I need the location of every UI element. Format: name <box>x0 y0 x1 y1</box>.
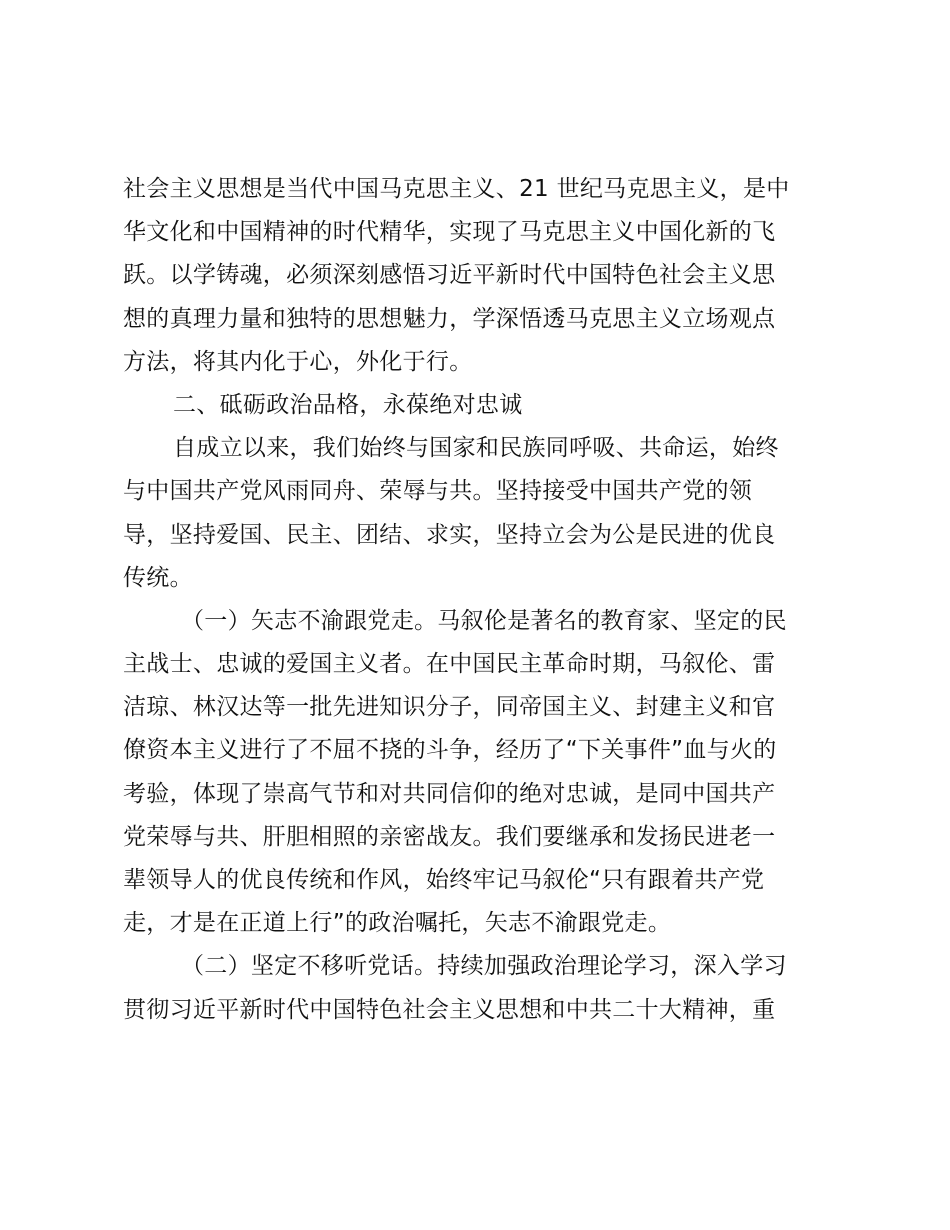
text-line: 贯彻习近平新时代中国特色社会主义思想和中共二十大精神，重 <box>123 996 776 1023</box>
text-line: 华文化和中国精神的时代精华，实现了马克思主义中国化新的飞 <box>123 219 776 246</box>
text-line: 导，坚持爱国、民主、团结、求实，坚持立会为公是民进的优良 <box>123 521 776 548</box>
subsection-first-line: （二）坚定不移听党话。持续加强政治理论学习，深入学习 <box>181 953 787 980</box>
text-line: 传统。 <box>123 564 193 591</box>
text-line: 想的真理力量和独特的思想魅力，学深悟透马克思主义立场观点 <box>123 305 776 332</box>
text-line: 主战士、忠诚的爱国主义者。在中国民主革命时期，马叙伦、雷 <box>123 651 776 678</box>
text-line: 党荣辱与共、肝胆相照的亲密战友。我们要继承和发扬民进老一 <box>123 823 776 850</box>
text-line: 洁琼、林汉达等一批先进知识分子，同帝国主义、封建主义和官 <box>123 694 776 721</box>
text-line: 方法，将其内化于心，外化于行。 <box>123 348 473 375</box>
text-line: 跃。以学铸魂，必须深刻感悟习近平新时代中国特色社会主义思 <box>123 262 776 289</box>
subsection-first-line: （一）矢志不渝跟党走。马叙伦是著名的教育家、坚定的民 <box>181 607 787 634</box>
section-heading: 二、砥砺政治品格，永葆绝对忠诚 <box>173 391 523 418</box>
text-line: 社会主义思想是当代中国马克思主义、21 世纪马克思主义，是中 <box>123 176 790 202</box>
text-line: 考验，体现了崇高气节和对共同信仰的绝对忠诚，是同中国共产 <box>123 780 776 807</box>
document-body <box>123 168 835 1032</box>
paragraph-first-line: 自成立以来，我们始终与国家和民族同呼吸、共命运，始终 <box>173 435 779 462</box>
text-line: 走，才是在正道上行”的政治嘱托，矢志不渝跟党走。 <box>123 910 672 937</box>
text-line: 与中国共产党风雨同舟、荣辱与共。坚持接受中国共产党的领 <box>123 478 753 505</box>
text-line: 僚资本主义进行了不屈不挠的斗争，经历了“下关事件”血与火的 <box>123 737 777 764</box>
text-line: 辈领导人的优良传统和作风，始终牢记马叙伦“只有跟着共产党 <box>123 867 765 893</box>
